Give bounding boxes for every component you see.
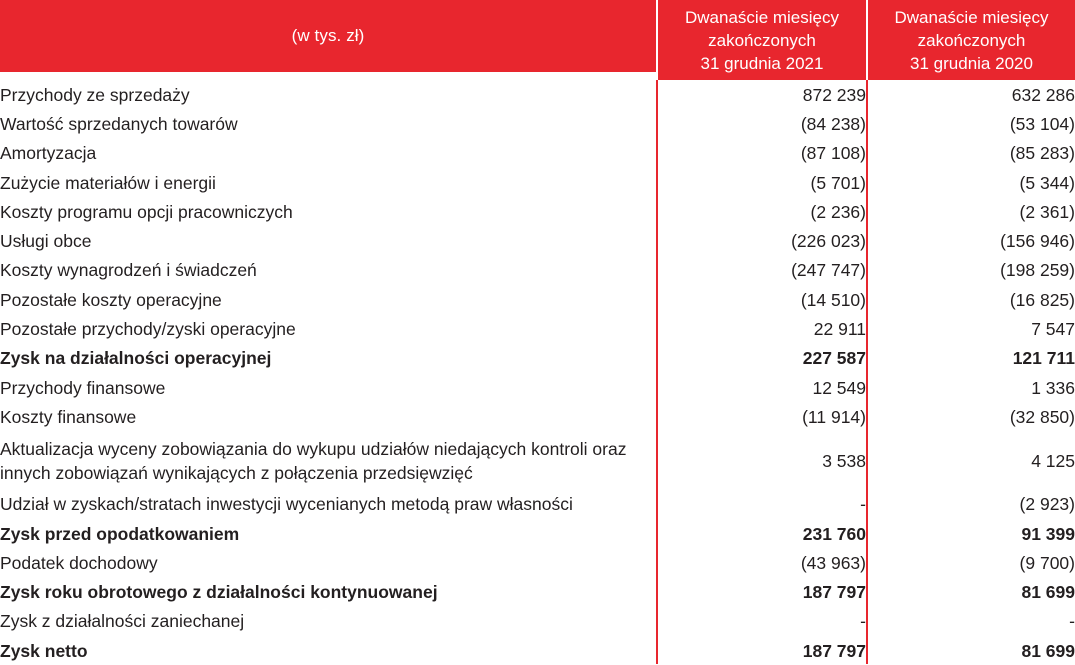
row-label: Przychody ze sprzedaży bbox=[0, 84, 190, 105]
row-value-2021: 187 797 bbox=[802, 640, 866, 661]
row-value-2020: 121 711 bbox=[1012, 348, 1075, 369]
row-value-2021: (43 963) bbox=[800, 552, 866, 573]
row-value-2021: 187 797 bbox=[802, 582, 866, 603]
table-row bbox=[0, 636, 1075, 665]
table-row bbox=[0, 80, 1075, 109]
table-row bbox=[0, 109, 1075, 138]
row-label: Zysk przed opodatkowaniem bbox=[0, 523, 240, 544]
row-value-2020: 632 286 bbox=[1011, 84, 1075, 105]
row-value-2020: (32 850) bbox=[1009, 406, 1075, 427]
row-value-2021: (11 914) bbox=[802, 406, 866, 427]
row-label-text: Aktualizacja wyceny zobowiązania do wykupu udziałów niedających kontroli oraz innych zobowiązań wynikających z połączenia przedsięwzięć bbox=[0, 438, 627, 483]
row-label: Zysk roku obrotowego z działalności kontynuowanej bbox=[0, 582, 438, 603]
table-row bbox=[0, 548, 1075, 577]
row-value-2020: (85 283) bbox=[1009, 143, 1075, 164]
header-column-2021-line1: Dwanaście miesięcy bbox=[685, 7, 839, 27]
row-value-2021: (5 701) bbox=[810, 172, 866, 193]
row-value-2021: (14 510) bbox=[800, 289, 866, 310]
row-label: Zysk na działalności operacyjnej bbox=[0, 348, 272, 369]
row-label: Wartość sprzedanych towarów bbox=[0, 113, 238, 134]
row-value-2021: - bbox=[860, 611, 866, 632]
row-label: Udział w zyskach/stratach inwestycji wycenianych metodą praw własności bbox=[0, 494, 573, 515]
header-column-2020 bbox=[868, 0, 1075, 80]
row-value-2020: (2 923) bbox=[1019, 494, 1075, 515]
row-value-2020: (2 361) bbox=[1019, 201, 1075, 222]
row-value-2021: 22 911 bbox=[813, 319, 866, 340]
row-label: Pozostałe przychody/zyski operacyjne bbox=[0, 319, 296, 340]
row-value-2020: (5 344) bbox=[1019, 172, 1075, 193]
table-row bbox=[0, 256, 1075, 285]
row-label: Zysk z działalności zaniechanej bbox=[0, 611, 245, 632]
row-value-2020: (198 259) bbox=[1000, 260, 1075, 281]
row-value-2020: 1 336 bbox=[1031, 377, 1075, 398]
row-label: Koszty wynagrodzeń i świadczeń bbox=[0, 260, 257, 281]
row-value-2020: 7 547 bbox=[1031, 319, 1075, 340]
row-value-2021: - bbox=[860, 494, 866, 515]
row-label bbox=[0, 432, 656, 490]
table-row bbox=[0, 607, 1075, 636]
row-value-2021: 3 538 bbox=[822, 450, 866, 471]
row-value-2021: (84 238) bbox=[800, 113, 866, 134]
row-value-2021: (226 023) bbox=[791, 231, 866, 252]
table-row bbox=[0, 285, 1075, 314]
row-label: Podatek dochodowy bbox=[0, 552, 158, 573]
row-value-2020: (16 825) bbox=[1009, 289, 1075, 310]
row-value-2021: (2 236) bbox=[810, 201, 866, 222]
table-row bbox=[0, 139, 1075, 168]
table-row bbox=[0, 168, 1075, 197]
row-value-2021: (87 108) bbox=[800, 143, 866, 164]
row-value-2020: (9 700) bbox=[1019, 552, 1075, 573]
header-column-2020-line3: 31 grudnia 2020 bbox=[910, 53, 1033, 73]
table-body bbox=[0, 80, 1075, 664]
table-row bbox=[0, 344, 1075, 373]
row-label: Zużycie materiałów i energii bbox=[0, 172, 216, 193]
table-row bbox=[0, 226, 1075, 255]
row-value-2020: 81 699 bbox=[1021, 582, 1075, 603]
header-unit-label: (w tys. zł) bbox=[291, 26, 365, 45]
table-row bbox=[0, 402, 1075, 431]
header-divider-1 bbox=[656, 0, 658, 80]
row-value-2020: 4 125 bbox=[1031, 450, 1075, 471]
row-value-2021: 227 587 bbox=[802, 348, 866, 369]
table-row bbox=[0, 519, 1075, 548]
row-label: Przychody finansowe bbox=[0, 377, 166, 398]
row-label: Koszty finansowe bbox=[0, 406, 137, 427]
table-row bbox=[0, 314, 1075, 343]
financial-rows-table bbox=[0, 80, 1075, 665]
table-row bbox=[0, 197, 1075, 226]
row-value-2020: 81 699 bbox=[1021, 640, 1075, 661]
row-value-2021: 12 549 bbox=[812, 377, 866, 398]
row-value-2020: 91 399 bbox=[1021, 523, 1075, 544]
row-label: Amortyzacja bbox=[0, 143, 97, 164]
header-column-2021 bbox=[658, 0, 866, 80]
row-label: Pozostałe koszty operacyjne bbox=[0, 289, 222, 310]
row-value-2020: (53 104) bbox=[1009, 113, 1075, 134]
header-divider-2 bbox=[866, 0, 868, 80]
row-value-2021: (247 747) bbox=[791, 260, 866, 281]
table-row bbox=[0, 577, 1075, 606]
header-column-2020-line1: Dwanaście miesięcy bbox=[894, 7, 1049, 27]
header-column-2020-line2: zakończonych bbox=[917, 30, 1026, 50]
row-value-2021: 872 239 bbox=[802, 84, 866, 105]
table-row bbox=[0, 373, 1075, 402]
header-column-2021-line2: zakończonych bbox=[708, 30, 816, 50]
row-label: Usługi obce bbox=[0, 231, 92, 252]
header-column-2021-line3: 31 grudnia 2021 bbox=[700, 53, 824, 73]
table-row bbox=[0, 490, 1075, 519]
row-value-2020: (156 946) bbox=[1000, 231, 1075, 252]
row-value-2021: 231 760 bbox=[802, 523, 866, 544]
row-label: Koszty programu opcji pracowniczych bbox=[0, 201, 293, 222]
row-value-2020: - bbox=[1069, 611, 1075, 632]
row-label: Zysk netto bbox=[0, 640, 88, 661]
table-row bbox=[0, 432, 1075, 490]
